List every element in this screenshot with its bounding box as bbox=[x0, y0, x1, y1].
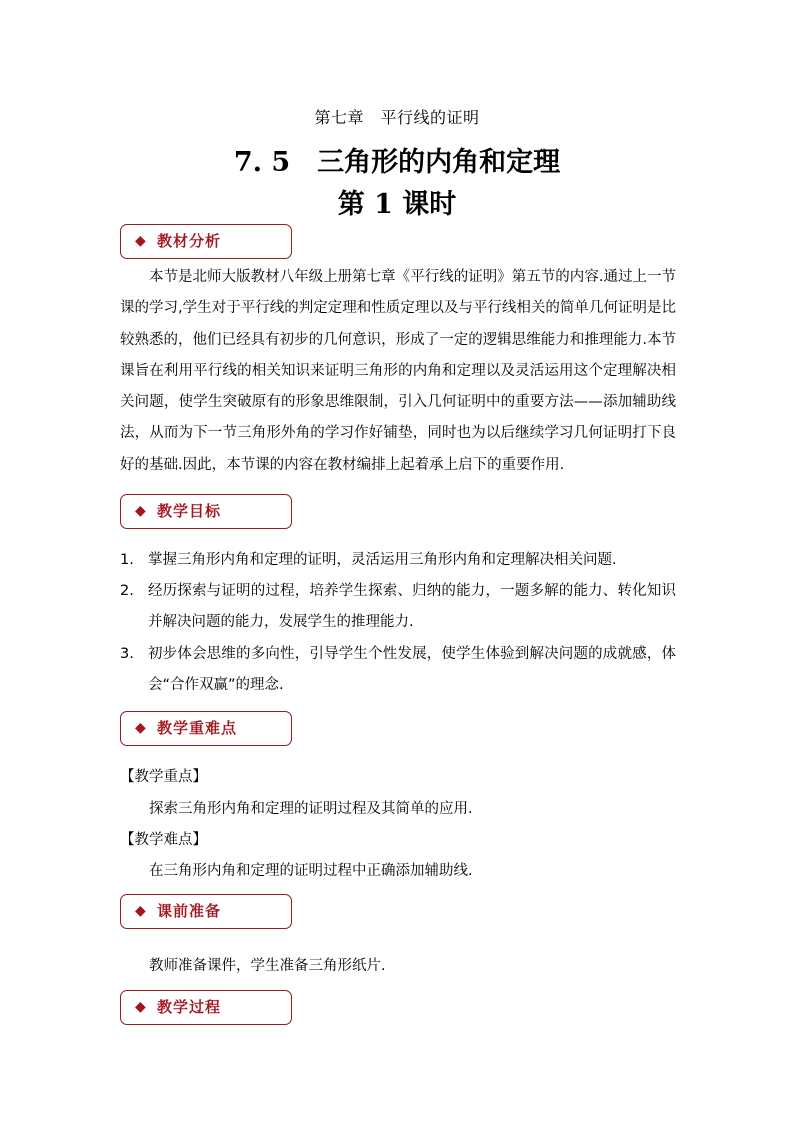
objective-item bbox=[120, 639, 676, 702]
objective-item bbox=[120, 545, 676, 576]
section-label: 教学目标 bbox=[157, 502, 222, 520]
preparation-text: 教师准备课件，学生准备三角形纸片. bbox=[149, 958, 386, 974]
section-header-keypoints bbox=[120, 711, 292, 746]
section-label: 教学重难点 bbox=[157, 719, 238, 737]
objective-number: 2. bbox=[120, 583, 134, 599]
objective-item bbox=[120, 576, 676, 639]
focus-text: 探索三角形内角和定理的证明过程及其简单的应用. bbox=[149, 801, 473, 817]
difficulty-label: 【教学难点】 bbox=[120, 832, 207, 848]
objective-number: 3. bbox=[120, 646, 134, 662]
objective-text: 初步体会思维的多向性，引导学生个性发展，使学生体验到解决问题的成就感，体会“合作双赢”的理念. bbox=[148, 646, 676, 694]
lesson-title: 7. 5 三角形的内角和定理 bbox=[233, 147, 561, 178]
analysis-paragraph bbox=[120, 262, 676, 481]
diamond-icon: ◆ bbox=[135, 720, 146, 736]
analysis-text: 本节是北师大版教材八年级上册第七章《平行线的证明》第五节的内容.通过上一节课的学习,学生对于平行线的判定定理和性质定理以及与平行线相关的简单几何证明是比较熟悉的，他们已经具有初步的几何意识，形成了一定的逻辑思维能力和推理能力.本节课旨在利用平行线的相关知识来证明三角形的内角和定理以及灵活运用这个定理解决相关问题，使学生突破原有的形象思维限制，引入几何证明中的重要方法——添加辅助线法，从而为下一节三角形外角的学习作好铺垫，同时也为以后继续学习几何证明打下良好的基础.因此，本节课的内容在教材编排上起着承上启下的重要作用. bbox=[120, 269, 676, 473]
section-label: 教材分析 bbox=[157, 232, 222, 250]
chapter-heading: 第七章 平行线的证明 bbox=[314, 108, 480, 127]
objective-text: 经历探索与证明的过程，培养学生探索、归纳的能力，一题多解的能力、转化知识并解决问题的能力，发展学生的推理能力. bbox=[148, 583, 676, 631]
diamond-icon: ◆ bbox=[135, 999, 146, 1015]
section-label: 课前准备 bbox=[157, 902, 222, 920]
objective-number: 1. bbox=[120, 552, 134, 568]
diamond-icon: ◆ bbox=[135, 233, 146, 249]
difficulty-text: 在三角形内角和定理的证明过程中正确添加辅助线. bbox=[149, 863, 473, 879]
section-header-analysis bbox=[120, 224, 292, 259]
section-header-objectives bbox=[120, 494, 292, 529]
lesson-period: 第 1 课时 bbox=[337, 189, 457, 220]
section-header-process bbox=[120, 990, 292, 1025]
section-header-preparation bbox=[120, 894, 292, 929]
focus-label: 【教学重点】 bbox=[120, 769, 207, 785]
diamond-icon: ◆ bbox=[135, 903, 146, 919]
section-label: 教学过程 bbox=[157, 998, 222, 1016]
diamond-icon: ◆ bbox=[135, 503, 146, 519]
objective-text: 掌握三角形内角和定理的证明，灵活运用三角形内角和定理解决相关问题. bbox=[148, 552, 617, 568]
